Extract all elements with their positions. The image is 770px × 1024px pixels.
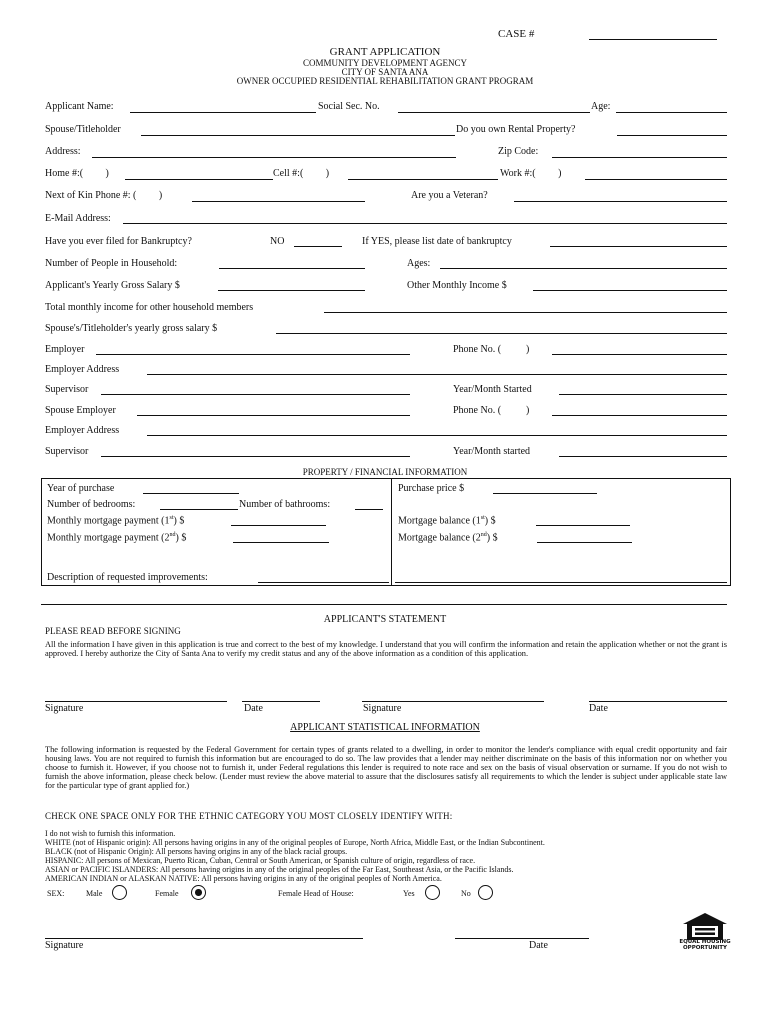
read-before-signing: PLEASE READ BEFORE SIGNING — [45, 626, 181, 636]
supervisor-field[interactable] — [101, 394, 410, 395]
spouse-employer-address-label: Employer Address — [45, 425, 120, 436]
mortgage2-label: Monthly mortgage payment (2nd) $ — [47, 532, 187, 544]
final-signature-line[interactable] — [45, 938, 363, 939]
city-line: CITY OF SANTA ANA — [341, 67, 429, 77]
sex-label: SEX: — [47, 889, 65, 898]
zip-field[interactable] — [552, 157, 727, 158]
spouse-employer-address-field[interactable] — [147, 435, 727, 436]
agency-line: COMMUNITY DEVELOPMENT AGENCY — [303, 58, 467, 68]
statement-text: All the information I have given in this application is true and correct to the best of my knowledge. I understand that you will confirm the information and retain the application whether or not the grant is approved. I hereby authorize the City of Santa Ana to verify my credit status and any of the above information as a condition of this application. — [45, 640, 727, 658]
veteran-field[interactable] — [514, 201, 727, 202]
ethnic-option-black[interactable]: BLACK (not of Hispanic Origin): All persons having origins in any of the black racial groups. — [45, 847, 348, 856]
applicant-name-label: Applicant Name: — [45, 101, 114, 112]
rental-label: Do you own Rental Property? — [456, 124, 576, 135]
female-head-label: Female Head of House: — [278, 889, 354, 898]
spouse-supervisor-field[interactable] — [101, 456, 410, 457]
supervisor-label: Supervisor — [45, 384, 89, 395]
spouse-employer-label: Spouse Employer — [45, 405, 116, 416]
employer-address-label: Employer Address — [45, 364, 120, 375]
purchase-price-field[interactable] — [493, 493, 597, 494]
mortgage2-field[interactable] — [233, 542, 329, 543]
program-line: OWNER OCCUPIED RESIDENTIAL REHABILITATION GRANT PROGRAM — [236, 76, 534, 86]
employer-label: Employer — [45, 344, 85, 355]
spouse-gross-field[interactable] — [276, 333, 727, 334]
ethnic-option-asian[interactable]: ASIAN or PACIFIC ISLANDERS: All persons having origins in any of the original peoples of the Far East, Southeast Asia, or the Pacific Islands. — [45, 865, 514, 874]
spouse-label: Spouse/Titleholder — [45, 124, 121, 135]
year-purchase-label: Year of purchase — [47, 483, 115, 494]
final-signature-label: Signature — [45, 940, 84, 951]
property-divider — [391, 478, 392, 586]
description-label: Description of requested improvements: — [47, 572, 208, 583]
year-month-started-field[interactable] — [559, 394, 727, 395]
email-field[interactable] — [123, 223, 727, 224]
description-field-2[interactable] — [395, 582, 727, 583]
female-label: Female — [155, 889, 179, 898]
bedrooms-label: Number of bedrooms: — [47, 499, 136, 510]
total-monthly-field[interactable] — [324, 312, 727, 313]
other-income-label: Other Monthly Income $ — [407, 280, 507, 291]
address-field[interactable] — [92, 157, 456, 158]
case-label: CASE # — [498, 28, 535, 40]
date-label-1: Date — [244, 703, 263, 714]
equal-housing-text: EQUAL HOUSING OPPORTUNITY — [679, 939, 731, 951]
balance1-field[interactable] — [536, 525, 630, 526]
cell-phone-field[interactable] — [348, 179, 498, 180]
age-label: Age: — [591, 101, 611, 112]
no-radio[interactable] — [478, 885, 493, 900]
statement-heading: APPLICANT'S STATEMENT — [323, 614, 447, 625]
spouse-supervisor-label: Supervisor — [45, 446, 89, 457]
date-line-2[interactable] — [589, 701, 727, 702]
yes-radio[interactable] — [425, 885, 440, 900]
spouse-employer-phone-field[interactable] — [552, 415, 727, 416]
employer-address-field[interactable] — [147, 374, 727, 375]
ethnic-option-hispanic[interactable]: HISPANIC: All persons of Mexican, Puerto Rican, Cuban, Central or South American, or Spanish culture of origin, regardless of race. — [45, 856, 476, 865]
kin-phone-label: Next of Kin Phone #: ( ) — [45, 190, 163, 201]
ages-label: Ages: — [407, 258, 431, 269]
bankruptcy-no-label: NO — [270, 236, 285, 247]
date-line-1[interactable] — [242, 701, 320, 702]
yes-label: Yes — [403, 889, 415, 898]
section-divider — [41, 604, 727, 605]
spouse-gross-label: Spouse's/Titleholder's yearly gross salary $ — [45, 323, 218, 334]
spouse-employer-field[interactable] — [137, 415, 410, 416]
work-phone-field[interactable] — [585, 179, 727, 180]
rental-field[interactable] — [617, 135, 727, 136]
balance2-label: Mortgage balance (2nd) $ — [398, 532, 498, 544]
page-title: GRANT APPLICATION — [329, 46, 441, 58]
ethnic-option-decline[interactable]: I do not wish to furnish this information. — [45, 829, 176, 838]
work-phone-label: Work #:( ) — [500, 168, 562, 179]
home-phone-label: Home #:( ) — [45, 168, 109, 179]
balance2-field[interactable] — [537, 542, 632, 543]
no-label: No — [461, 889, 471, 898]
spouse-year-month-label: Year/Month started — [453, 446, 531, 457]
employer-field[interactable] — [96, 354, 410, 355]
bathrooms-label: Number of bathrooms: — [239, 499, 331, 510]
signature-label-2: Signature — [363, 703, 402, 714]
ssn-label: Social Sec. No. — [318, 101, 380, 112]
ethnic-option-native[interactable]: AMERICAN INDIAN or ALASKAN NATIVE: All persons having origins in any of the original peoples of North America. — [45, 874, 442, 883]
check-one-instruction: CHECK ONE SPACE ONLY FOR THE ETHNIC CATEGORY YOU MOST CLOSELY IDENTIFY WITH: — [45, 811, 453, 821]
other-income-field[interactable] — [533, 290, 727, 291]
kin-phone-field[interactable] — [192, 201, 365, 202]
spouse-year-month-field[interactable] — [559, 456, 727, 457]
signature-label-1: Signature — [45, 703, 84, 714]
home-phone-field[interactable] — [125, 179, 273, 180]
bankruptcy-label: Have you ever filed for Bankruptcy? — [45, 236, 192, 247]
statistical-heading: APPLICANT STATISTICAL INFORMATION — [290, 722, 480, 733]
employer-phone-label: Phone No. ( ) — [453, 344, 530, 355]
bankruptcy-date-field[interactable] — [550, 246, 727, 247]
household-label: Number of People in Household: — [45, 258, 178, 269]
signature-line-2[interactable] — [362, 701, 544, 702]
bankruptcy-date-label: If YES, please list date of bankruptcy — [362, 236, 512, 247]
gross-salary-label: Applicant's Yearly Gross Salary $ — [45, 280, 180, 291]
zip-label: Zip Code: — [498, 146, 539, 157]
ssn-field[interactable] — [398, 112, 590, 113]
employer-phone-field[interactable] — [552, 354, 727, 355]
address-label: Address: — [45, 146, 81, 157]
male-radio[interactable] — [112, 885, 127, 900]
total-monthly-label: Total monthly income for other household members — [45, 302, 254, 313]
spouse-employer-phone-label: Phone No. ( ) — [453, 405, 530, 416]
cell-phone-label: Cell #:( ) — [273, 168, 330, 179]
final-date-label: Date — [529, 940, 548, 951]
statistical-text: The following information is requested by the Federal Government for certain types of grants related to a dwelling, in order to monitor the lender's compliance with equal credit opportunity and fair housing laws. You are not required to furnish this information but are encouraged to do so. The law provides that a lender may neither discriminate on the basis of this information nor on whether you choose to furnish it. However, if you choose not to furnish it, under Federal regulations this lender is required to note race and sex on the basis of visual observation or surname. If you do not wish to furnish the above information, please check below. (Lender must review the above material to assure that the disclosures satisfy all requirements to which the lender is subject under applicable state law for the particular type of grant applied for.) — [45, 745, 727, 790]
property-heading: PROPERTY / FINANCIAL INFORMATION — [302, 467, 468, 477]
female-radio[interactable] — [191, 885, 206, 900]
year-month-started-label: Year/Month Started — [453, 384, 532, 395]
final-date-line[interactable] — [455, 938, 589, 939]
age-field[interactable] — [616, 112, 727, 113]
veteran-label: Are you a Veteran? — [411, 190, 488, 201]
bathrooms-field[interactable] — [355, 509, 383, 510]
bedrooms-field[interactable] — [160, 509, 238, 510]
bankruptcy-no-field[interactable] — [294, 246, 342, 247]
year-purchase-field[interactable] — [143, 493, 239, 494]
male-label: Male — [86, 889, 103, 898]
email-label: E-Mail Address: — [45, 213, 111, 224]
date-label-2: Date — [589, 703, 608, 714]
description-field[interactable] — [258, 582, 389, 583]
household-field[interactable] — [219, 268, 365, 269]
mortgage1-field[interactable] — [231, 525, 326, 526]
ethnic-option-white[interactable]: WHITE (not of Hispanic origin): All persons having origins in any of the original peoples of Europe, North Africa, Middle East, or the Indian Subcontinent. — [45, 838, 545, 847]
signature-line-1[interactable] — [45, 701, 227, 702]
mortgage1-label: Monthly mortgage payment (1st) $ — [47, 515, 185, 527]
balance1-label: Mortgage balance (1st) $ — [398, 515, 496, 527]
applicant-name-field[interactable] — [130, 112, 316, 113]
purchase-price-label: Purchase price $ — [398, 483, 465, 494]
case-number-field[interactable] — [589, 39, 717, 40]
gross-salary-field[interactable] — [218, 290, 365, 291]
ages-field[interactable] — [440, 268, 727, 269]
spouse-field[interactable] — [141, 135, 455, 136]
